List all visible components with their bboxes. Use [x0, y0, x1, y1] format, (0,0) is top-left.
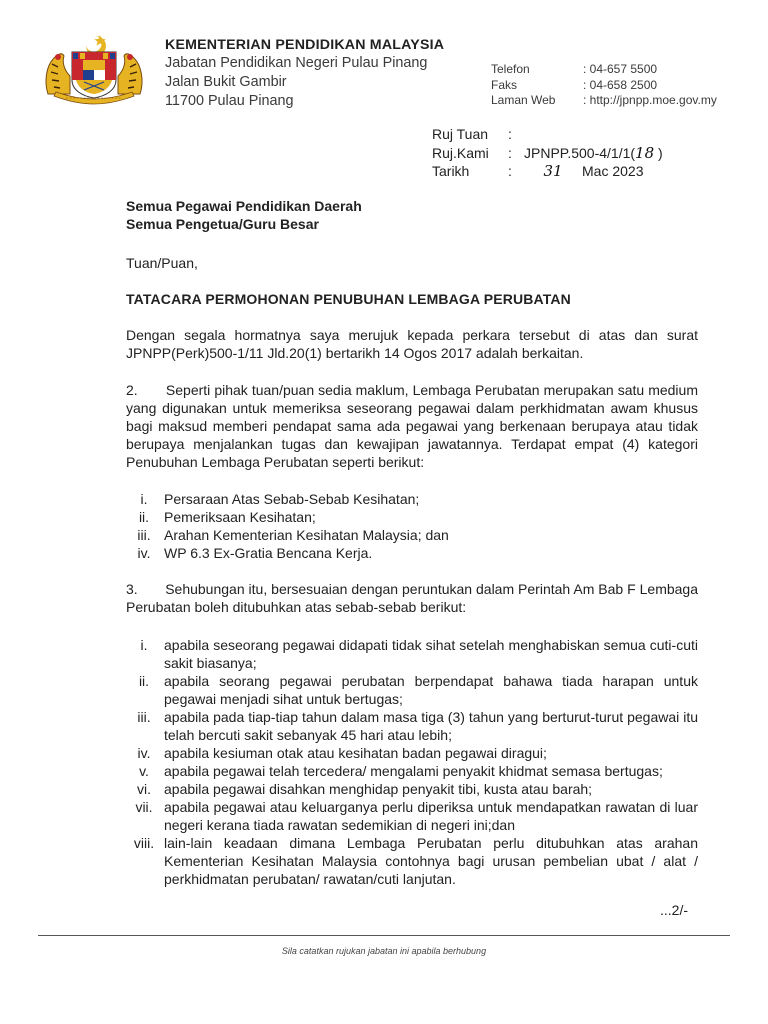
list-item: [124, 744, 698, 762]
list-text: apabila pegawai atau keluarganya perlu diperiksa untuk mendapatkan rawatan di luar negeri kerana tiada rawatan sedemikian di negeri ini;dan: [164, 799, 698, 833]
handwritten-date-day: 31: [543, 162, 563, 180]
paragraph-1: Dengan segala hormatnya saya merujuk kepada perkara tersebut di atas dan surat JPNPP(Perk)500-1/11 Jld.20(1) bertarikh 14 Ogos 2017 adalah berkaitan.: [126, 327, 698, 361]
ref-label: Tarikh: [432, 163, 470, 179]
list-number: iv.: [137, 745, 151, 761]
ref-colon: :: [508, 163, 512, 179]
list-item: [124, 636, 698, 672]
list-item: [124, 780, 698, 798]
ref-label: Ruj.Kami: [432, 144, 489, 161]
list-text: apabila seseorang pegawai didapati tidak sihat setelah menghabiskan semua cuti-cuti sakit biasanya;: [164, 637, 698, 671]
ref-value: [524, 144, 663, 163]
list-number: iii.: [137, 709, 151, 725]
ref-colon: :: [508, 144, 512, 161]
list-number: vii.: [135, 799, 153, 815]
contact-value: : 04-657 5500: [583, 62, 658, 76]
paragraph-3: 3. Sehubungan itu, bersesuaian dengan peruntukan dalam Perintah Am Bab F Lembaga Perubatan boleh ditubuhkan atas sebab-sebab berikut:: [126, 581, 698, 615]
list-item: [124, 798, 698, 834]
list-text: WP 6.3 Ex-Gratia Bencana Kerja.: [164, 545, 373, 561]
contact-label: Telefon: [491, 62, 530, 76]
ref-row-date: [432, 162, 663, 181]
ref-close: ): [654, 144, 663, 161]
list-text: Arahan Kementerian Kesihatan Malaysia; dan: [164, 527, 449, 543]
category-list: [124, 490, 696, 562]
contact-block: [491, 62, 717, 109]
list-text: apabila kesiuman otak atau kesihatan badan pegawai diragui;: [164, 745, 547, 761]
contact-row-phone: [491, 62, 717, 78]
list-item: [124, 834, 698, 888]
ref-label: Ruj Tuan: [432, 126, 489, 142]
date-month-year: Mac 2023: [582, 163, 644, 179]
footer-divider: [38, 935, 730, 936]
contact-row-website: [491, 93, 717, 109]
recipient-line: Semua Pegawai Pendidikan Daerah: [126, 198, 362, 214]
postcode-city: 11700 Pulau Pinang: [165, 93, 294, 109]
ref-value: [524, 162, 643, 181]
footer-note: Sila catatkan rujukan jabatan ini apabila berhubung: [281, 946, 487, 956]
ministry-name: KEMENTERIAN PENDIDIKAN MALAYSIA: [165, 37, 445, 53]
list-text: Persaraan Atas Sebab-Sebab Kesihatan;: [164, 491, 420, 507]
list-text: apabila seorang pegawai perubatan berpendapat bahawa tiada harapan untuk pegawai menjadi sihat untuk bertugas;: [164, 673, 698, 707]
list-item: [124, 490, 696, 508]
ref-row-our-ref: [432, 144, 663, 163]
list-item: [124, 708, 698, 744]
list-text: Pemeriksaan Kesihatan;: [164, 509, 316, 525]
ref-row-your-ref: [432, 125, 663, 144]
department-name: Jabatan Pendidikan Negeri Pulau Pinang: [165, 55, 428, 71]
list-item: [124, 672, 698, 708]
list-item: [124, 526, 696, 544]
contact-row-fax: [491, 78, 717, 94]
contact-value: : 04-658 2500: [583, 77, 658, 92]
list-item: [124, 762, 698, 780]
list-number: iv.: [137, 545, 151, 561]
ref-number: JPNPP.500-4/1/1(: [524, 144, 636, 161]
list-text: apabila pegawai disahkan menghidap penyakit tibi, kusta atau barah;: [164, 781, 593, 797]
list-number: vi.: [137, 781, 151, 797]
page-continuation: ...2/-: [660, 902, 689, 918]
ref-colon: :: [508, 126, 512, 142]
list-number: v.: [139, 763, 149, 779]
organization-block: [165, 36, 444, 111]
list-number: ii.: [138, 509, 150, 525]
contact-label: Laman Web: [491, 93, 556, 108]
list-number: viii.: [133, 835, 155, 851]
paragraph-2: 2. Seperti pihak tuan/puan sedia maklum, Lembaga Perubatan merupakan satu medium yang digunakan untuk memeriksa seseorang pegawai dalam perkhidmatan awam khusus bagi maksud memberi pendapat sama ada pegawai yang berkenaan berupaya atau tidak berupaya menjalankan tugas dan kewajipan jawatannya. Terdapat empat (4) kategori Penubuhan Lembaga Perubatan seperti berikut:: [126, 382, 698, 470]
street-address: Jalan Bukit Gambir: [165, 74, 287, 90]
list-number: ii.: [138, 673, 150, 689]
list-number: i.: [140, 491, 148, 507]
list-item: [124, 508, 696, 526]
list-number: iii.: [137, 527, 151, 543]
contact-value: : http://jpnpp.moe.gov.my: [583, 93, 717, 108]
reason-list: [124, 636, 698, 888]
contact-label: Faks: [491, 77, 518, 92]
subject-heading: TATACARA PERMOHONAN PENUBUHAN LEMBAGA PERUBATAN: [126, 291, 571, 307]
coat-of-arms-icon: [40, 30, 148, 106]
list-text: apabila pada tiap-tiap tahun dalam masa tiga (3) tahun yang berturut-turut pegawai itu telah bercuti sakit sebanyak 45 hari atau lebih;: [164, 709, 698, 743]
recipients: [126, 197, 698, 233]
list-text: apabila pegawai telah tercedera/ mengalami penyakit khidmat semasa bertugas;: [164, 763, 663, 779]
list-number: i.: [140, 637, 148, 653]
list-item: [124, 544, 696, 562]
reference-block: [432, 125, 663, 181]
list-text: lain-lain keadaan dimana Lembaga Perubatan perlu ditubuhkan atas arahan Kementerian Kesihatan Malaysia contohnya bagi urusan pembelian ubat / alat / perkhidmatan perubatan/ rawatan/cuti lanjutan.: [164, 835, 698, 887]
recipient-line: Semua Pengetua/Guru Besar: [126, 216, 319, 232]
salutation: Tuan/Puan,: [126, 255, 198, 271]
handwritten-ref-number: 18: [635, 143, 655, 162]
